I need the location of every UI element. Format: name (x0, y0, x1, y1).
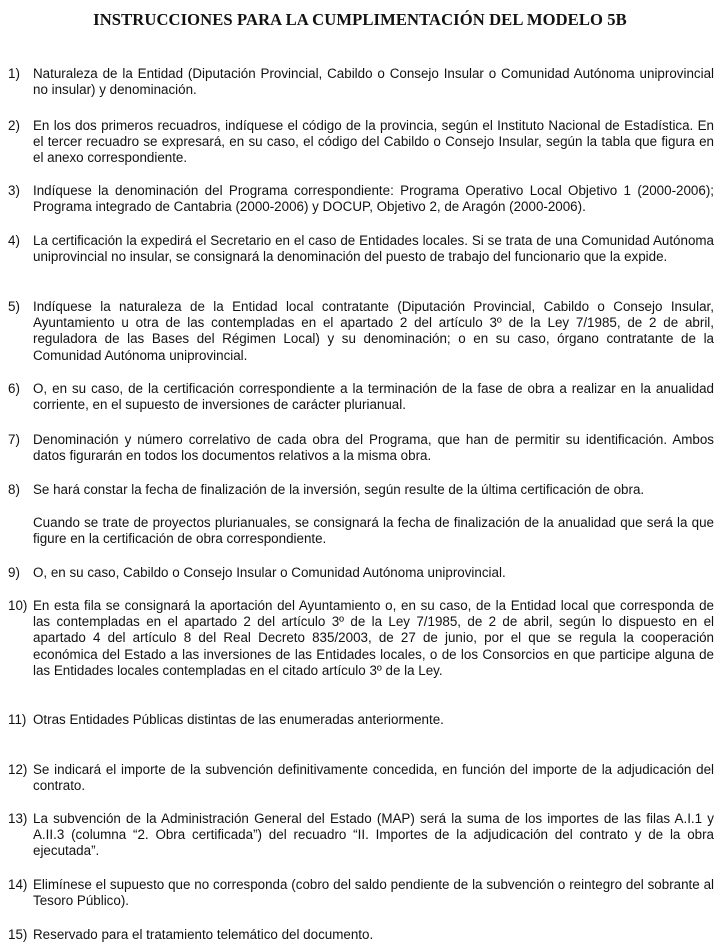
item-text: Cuando se trate de proyectos plurianuales, se consignará la fecha de finalización de la anualidad que será la que figure en la certificación de obra correspondiente. (33, 515, 714, 547)
instruction-item-7 (8, 432, 714, 464)
item-text: Elimínese el supuesto que no corresponda (cobro del saldo pendiente de la subvención o reintegro del sobrante al Tesoro Público). (33, 877, 714, 909)
item-number: 15) (8, 927, 28, 942)
item-number: 8) (8, 482, 20, 497)
item-text: En esta fila se consignará la aportación del Ayuntamiento o, en su caso, de la Entidad local que corresponda de las contempladas en el apartado 2 del artículo 3º de la Ley 7/1985, de 2 de abril, según lo dispuesto en el apartado 4 del artículo 8 del Real Decreto 835/2003, de 27 de junio, por el que se regula la cooperación económica del Estado a las inversiones de las Entidades locales, o de los Consorcios en que participe alguna de las Entidades locales contempladas en el citado artículo 3º de la Ley. (33, 598, 714, 678)
item-number: 14) (8, 877, 28, 892)
instruction-item-6 (8, 381, 714, 413)
instruction-item-13 (8, 811, 714, 860)
item-text: La certificación la expedirá el Secretario en el caso de Entidades locales. Si se trata de una Comunidad Autónoma uniprovincial no insular, se consignará la denominación del puesto de trabajo del funcionario que la expide. (33, 233, 714, 265)
instruction-item-9 (8, 565, 714, 581)
item-number: 12) (8, 762, 28, 777)
item-text: Denominación y número correlativo de cada obra del Programa, que han de permitir su identificación. Ambos datos figurarán en todos los documentos relativos a la misma obra. (33, 432, 714, 464)
item-number: 1) (8, 66, 20, 81)
item-number: 2) (8, 118, 20, 133)
instruction-item-1 (8, 66, 714, 98)
instruction-item-11 (8, 712, 714, 728)
item-text: Indíquese la naturaleza de la Entidad local contratante (Diputación Provincial, Cabildo o Consejo Insular, Ayuntamiento u otra de las contempladas en el apartado 2 del artículo 3º de la Ley 7/1985, de 2 de abril, reguladora de las Bases del Régimen Local) y su denominación; o en su caso, órgano contratante de la Comunidad Autónoma uniprovincial. (33, 299, 714, 363)
item-text: La subvención de la Administración General del Estado (MAP) será la suma de los importes de las filas A.I.1 y A.II.3 (columna “2. Obra certificada”) del recuadro “II. Importes de la adjudicación del contrato y de la obra ejecutada”. (33, 811, 714, 859)
item-number: 11) (8, 712, 27, 727)
item-text: Indíquese la denominación del Programa correspondiente: Programa Operativo Local Objetivo 1 (2000-2006); Programa integrado de Cantabria (2000-2006) y DOCUP, Objetivo 2, de Aragón (2000-2006). (33, 183, 714, 215)
item-text: Naturaleza de la Entidad (Diputación Provincial, Cabildo o Consejo Insular o Comunidad Autónoma uniprovincial no insular) y denominación. (33, 66, 714, 98)
item-number: 9) (8, 565, 20, 580)
instruction-item-15 (8, 927, 714, 943)
item-number: 13) (8, 811, 28, 826)
instruction-item-10 (8, 598, 714, 679)
instruction-item-4 (8, 233, 714, 265)
item-text: Otras Entidades Públicas distintas de las enumeradas anteriormente. (33, 712, 444, 727)
item-number: 7) (8, 432, 20, 447)
instruction-item-3 (8, 183, 714, 215)
item-text: O, en su caso, de la certificación correspondiente a la terminación de la fase de obra a realizar en la anualidad corriente, en el supuesto de inversiones de carácter plurianual. (33, 381, 714, 413)
item-number: 6) (8, 381, 20, 396)
instruction-item-8-continued (8, 515, 714, 547)
item-number: 3) (8, 183, 20, 198)
item-text: En los dos primeros recuadros, indíquese el código de la provincia, según el Instituto Nacional de Estadística. En el tercer recuadro se expresará, en su caso, el código del Cabildo o Consejo Insular, según la tabla que figura en el anexo correspondiente. (33, 118, 714, 166)
instruction-item-14 (8, 877, 714, 909)
item-number: 4) (8, 233, 20, 248)
item-text: Se hará constar la fecha de finalización de la inversión, según resulte de la última certificación de obra. (33, 482, 645, 497)
document-title: INSTRUCCIONES PARA LA CUMPLIMENTACIÓN DEL MODELO 5B (93, 10, 627, 29)
item-text: O, en su caso, Cabildo o Consejo Insular o Comunidad Autónoma uniprovincial. (33, 565, 506, 580)
item-number: 10) (8, 598, 28, 613)
instruction-item-12 (8, 762, 714, 794)
instruction-item-2 (8, 118, 714, 167)
instruction-item-5 (8, 299, 714, 364)
item-text: Se indicará el importe de la subvención definitivamente concedida, en función del importe de la adjudicación del contrato. (33, 762, 714, 794)
instruction-item-8 (8, 482, 714, 498)
item-text: Reservado para el tratamiento telemático del documento. (33, 927, 374, 942)
item-number: 5) (8, 299, 20, 314)
